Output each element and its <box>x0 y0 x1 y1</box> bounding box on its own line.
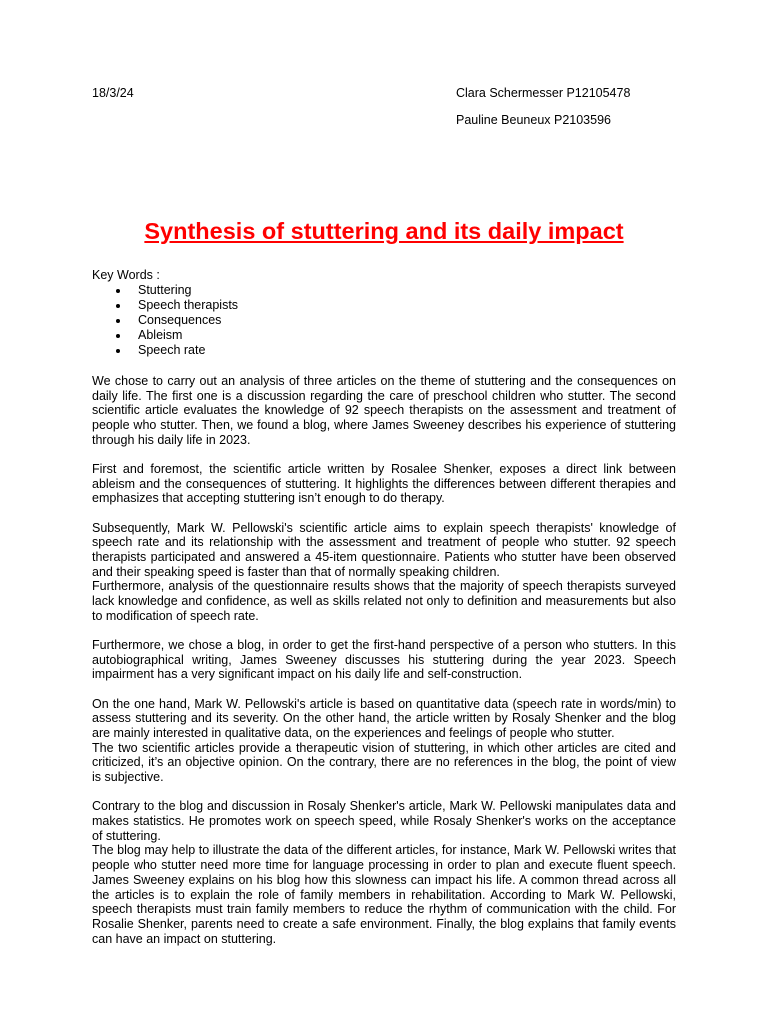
paragraph-pellowski: Subsequently, Mark W. Pellowski's scientific article aims to explain speech therapists' knowledge of speech rate and its relationship with the assessment and treatment of people who stutter. 92 speech therapists participated and answered a 45-item questionnaire. Patients who stutter have been observed and their speaking speed is faster than that of normally speaking children. Furthermore, analysis of the questionnaire results shows that the majority of speech therapists surveyed lack knowledge and confidence, as well as skills related not only to definition and measurements but also to modification of speech rate. <box>92 520 676 623</box>
paragraph-blog: Furthermore, we chose a blog, in order to get the first-hand perspective of a person who stutters. In this autobiographical writing, James Sweeney discusses his stuttering during the year 2023. Speech impairment has a very significant impact on his daily life and self-construction. <box>92 638 676 682</box>
keyword-item: Speech rate <box>92 343 492 358</box>
author-line-2: Pauline Beuneux P2103596 <box>456 113 611 127</box>
document-title: Synthesis of stuttering and its daily impact <box>144 218 624 244</box>
keywords-list <box>92 283 492 358</box>
keyword-item: Speech therapists <box>92 298 492 313</box>
keyword-item: Consequences <box>92 313 492 328</box>
keywords-label: Key Words : <box>92 268 160 282</box>
document-date: 18/3/24 <box>92 86 134 100</box>
paragraph-shenker: First and foremost, the scientific article written by Rosalee Shenker, exposes a direct link between ableism and the consequences of stuttering. It highlights the differences between different therapies and emphasizes that accepting stuttering isn’t enough to do therapy. <box>92 462 676 506</box>
paragraph-intro: We chose to carry out an analysis of three articles on the theme of stuttering and the consequences on daily life. The first one is a discussion regarding the care of preschool children who stutter. The second scientific article evaluates the knowledge of 92 speech therapists on the assessment and treatment of people who stutter. Then, we found a blog, where James Sweeney describes his experience of stuttering through his daily life in 2023. <box>92 374 676 447</box>
body-text <box>92 374 676 961</box>
author-line-1: Clara Schermesser P12105478 <box>456 86 631 100</box>
keyword-item: Ableism <box>92 328 492 343</box>
keyword-item: Stuttering <box>92 283 492 298</box>
paragraph-conclusion: Contrary to the blog and discussion in Rosaly Shenker's article, Mark W. Pellowski manipulates data and makes statistics. He promotes work on speech speed, while Rosaly Shenker's works on the acceptance of stuttering. The blog may help to illustrate the data of the different articles, for instance, Mark W. Pellowski writes that people who stutter need more time for language processing in order to plan and execute fluent speech. James Sweeney explains on his blog how this slowness can impact his life. A common thread across all the articles is to explain the role of family members in rehabilitation. According to Mark W. Pellowski, speech therapists must train family members to reduce the rhythm of communication with the child. For Rosalie Shenker, parents need to create a safe environment. Finally, the blog explains that family events can have an impact on stuttering. <box>92 799 676 946</box>
paragraph-comparison: On the one hand, Mark W. Pellowski's article is based on quantitative data (speech rate in words/min) to assess stuttering and its severity. On the other hand, the article written by Rosaly Shenker and the blog are mainly interested in qualitative data, on the experiences and feelings of people who stutter. The two scientific articles provide a therapeutic vision of stuttering, in which other articles are cited and criticized, it’s an objective opinion. On the contrary, there are no references in the blog, the point of view is subjective. <box>92 696 676 785</box>
